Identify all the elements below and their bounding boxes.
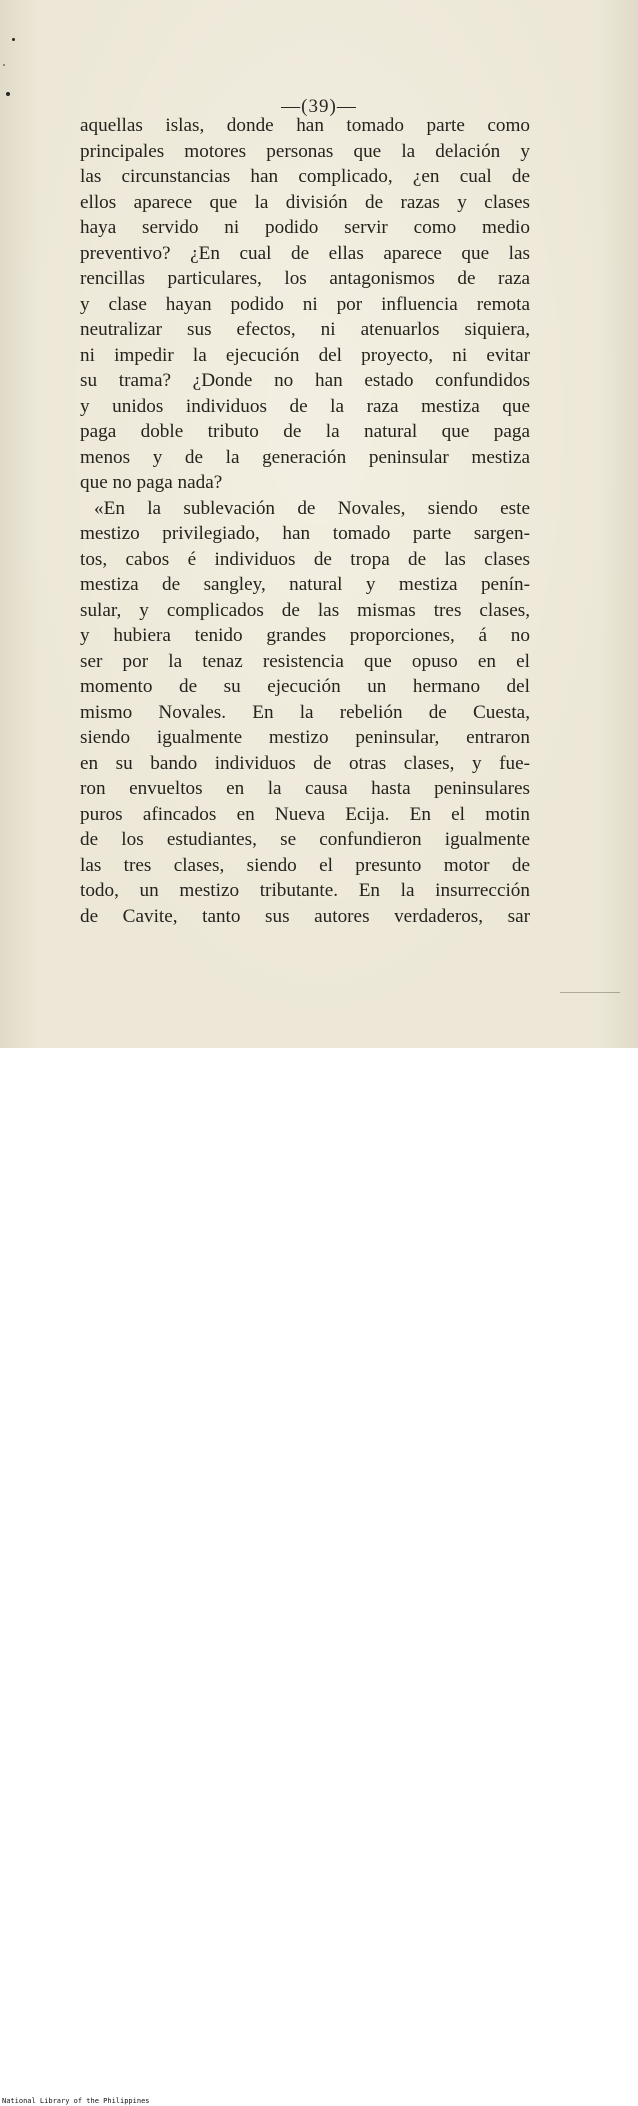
text-line: mismo Novales. En la rebelión de Cuesta, [80,701,530,723]
text-line: todo, un mestizo tributante. En la insurrección [80,880,530,901]
text-line: haya servido ni podido servir como medio [80,217,530,238]
ink-speck [12,38,15,41]
text-line: puros afincados en Nueva Ecija. En el motin [80,803,530,825]
body-text [80,113,530,929]
credit-bar [0,1048,638,2105]
text-line: neutralizar sus efectos, ni atenuarlos siquiera, [80,319,530,340]
text-line: de Cavite, tanto sus autores verdaderos, sar [80,905,530,927]
text-line: sular, y complicados de las mismas tres clases, [80,599,530,621]
text-line: principales motores personas que la delación y [80,140,530,162]
text-line: paga doble tributo de la natural que paga [80,421,530,442]
text-line: mestiza de sangley, natural y mestiza penín- [80,574,530,595]
text-line: rencillas particulares, los antagonismos de raza [80,268,530,289]
footer-rule [560,992,620,993]
text-line: aquellas islas, donde han tomado parte como [80,115,530,136]
text-line: ser por la tenaz resistencia que opuso en el [80,650,530,672]
text-line: siendo igualmente mestizo peninsular, entraron [80,727,530,748]
scanned-page [0,0,638,1048]
text-line: y clase hayan podido ni por influencia remota [80,293,530,315]
text-line: su trama? ¿Donde no han estado confundidos [80,370,530,391]
text-line: menos y de la generación peninsular mestiza [80,446,530,468]
text-line: que no paga nada? [80,472,223,493]
text-line: mestizo privilegiado, han tomado parte sargen- [80,523,530,544]
text-line: tos, cabos é individuos de tropa de las clases [80,548,530,570]
text-line: y unidos individuos de la raza mestiza que [80,395,530,417]
text-line: momento de su ejecución un hermano del [80,676,530,697]
text-line: preventivo? ¿En cual de ellas aparece que las [80,242,530,264]
page-number: —(39)— [281,96,357,117]
ink-speck [3,64,5,66]
library-credit: National Library of the Philippines [2,2097,150,2105]
text-line: ellos aparece que la división de razas y clases [80,191,530,213]
text-line: en su bando individuos de otras clases, y fue- [80,752,530,774]
text-line: las circunstancias han complicado, ¿en cual de [80,166,530,187]
text-line: «En la sublevación de Novales, siendo este [94,497,530,519]
text-line: ni impedir la ejecución del proyecto, ni evitar [80,344,530,366]
text-line: de los estudiantes, se confundieron igualmente [80,829,530,850]
text-line: ron envueltos en la causa hasta peninsulares [80,778,530,799]
text-line: y hubiera tenido grandes proporciones, á no [80,625,530,646]
text-line: las tres clases, siendo el presunto motor de [80,854,530,876]
